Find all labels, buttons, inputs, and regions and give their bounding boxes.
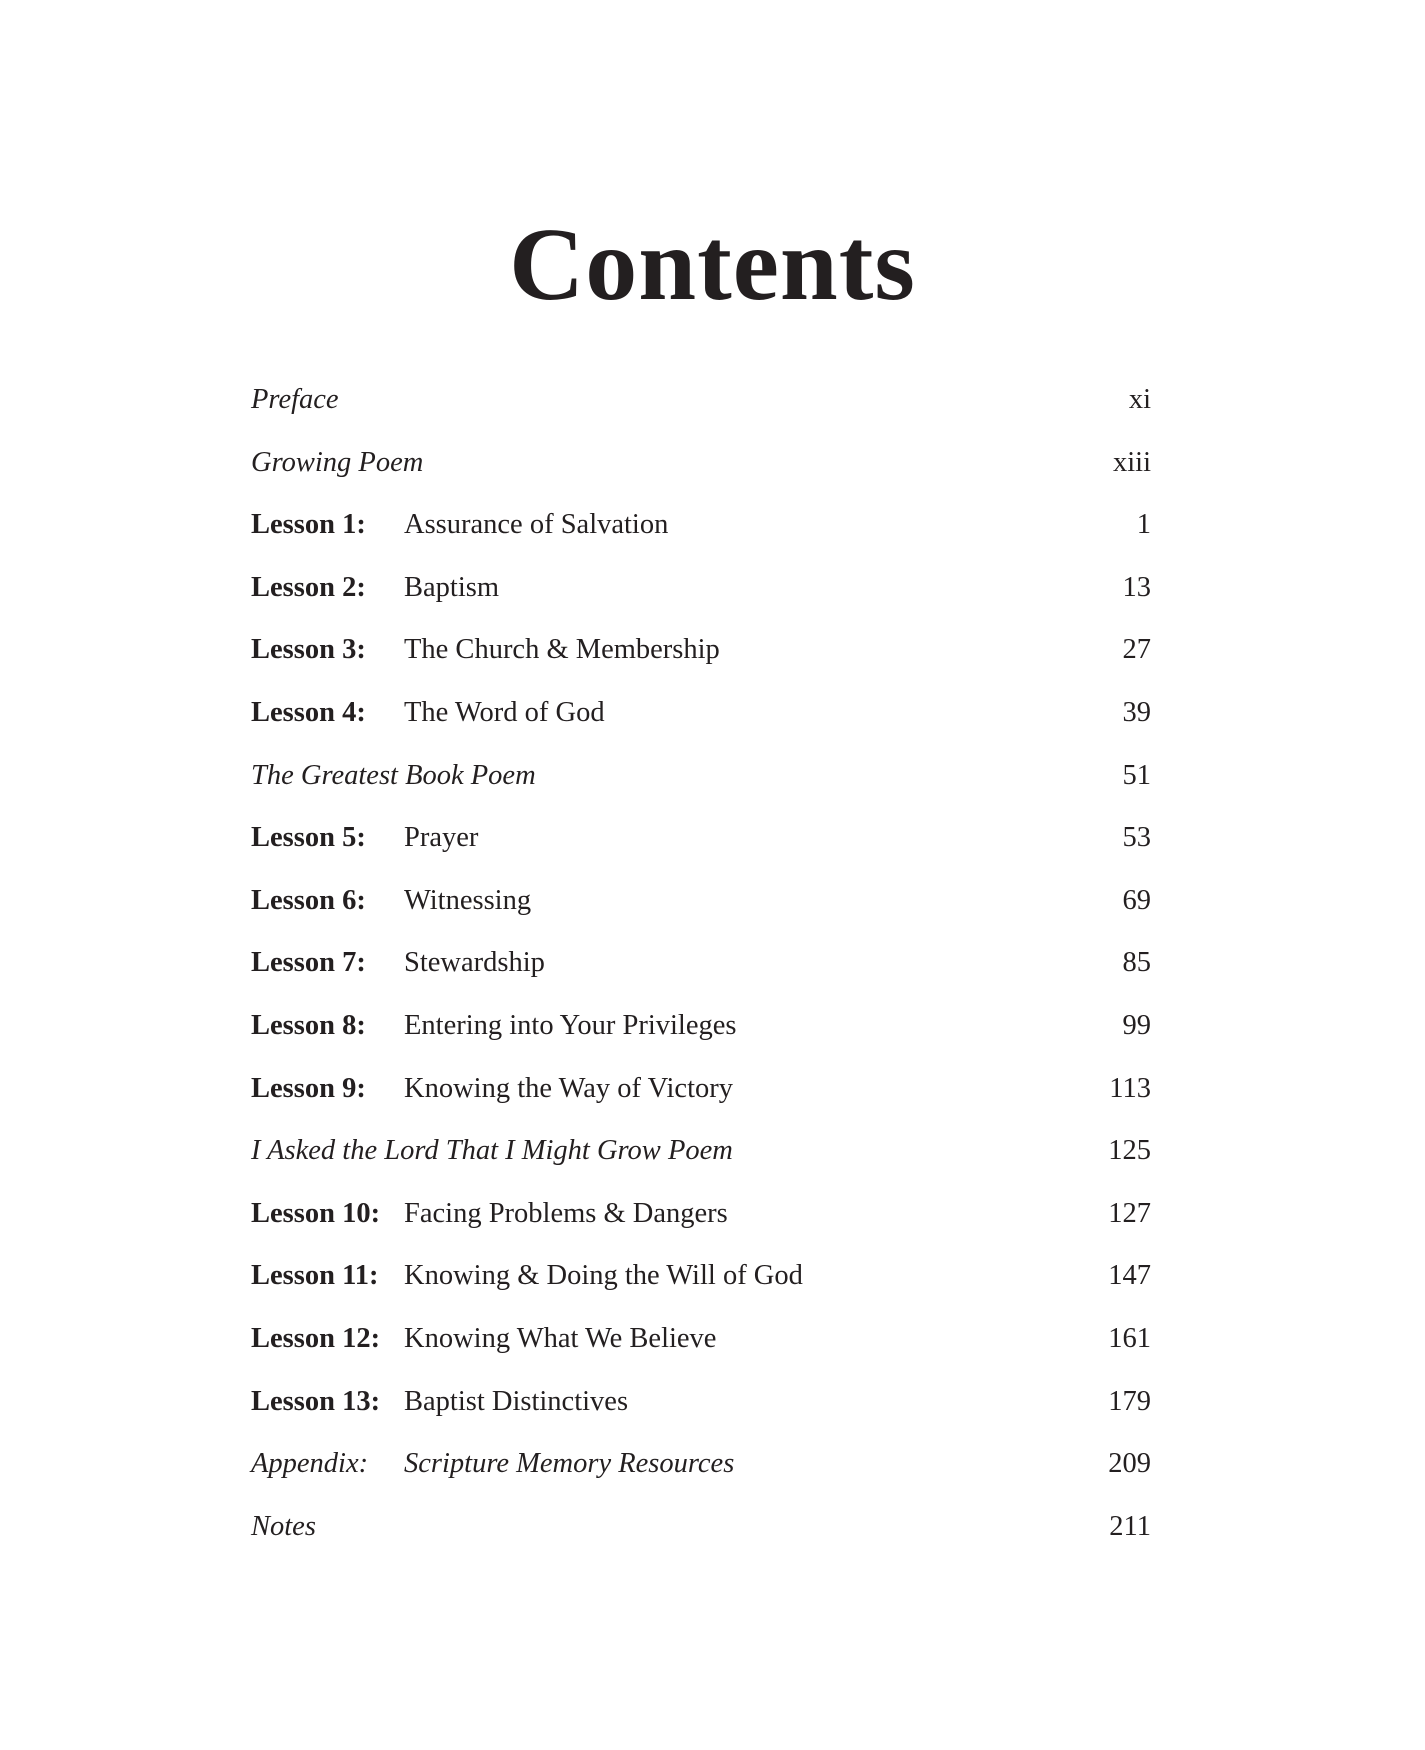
toc-entry-title: Prayer [404, 822, 479, 854]
toc-entry-appendix [251, 1444, 1151, 1507]
toc-entry-label: Lesson 10: [251, 1197, 381, 1229]
toc-entry-notes [251, 1507, 1151, 1570]
toc-entry-title: Witnessing [404, 884, 532, 916]
toc-entry-lesson-13 [251, 1382, 1151, 1445]
toc-entry-label: Lesson 12: [251, 1322, 381, 1354]
toc-entry-lesson-5 [251, 818, 1151, 881]
toc-entry-page: 147 [1108, 1260, 1151, 1292]
toc-entry-page: 125 [1108, 1135, 1151, 1167]
toc-entry-page: xi [1128, 384, 1151, 415]
toc-entry-label: Lesson 7: [251, 947, 366, 979]
toc-entry-page: 209 [1108, 1448, 1151, 1480]
toc-entry-page: 113 [1109, 1072, 1151, 1104]
toc-entry-greatest-book-poem [251, 756, 1151, 819]
toc-entry-page: 13 [1122, 571, 1151, 603]
toc-entry-title: Preface [251, 384, 339, 415]
toc-entry-label: Lesson 1: [251, 509, 366, 541]
toc-entry-page: 127 [1108, 1197, 1151, 1229]
toc-entry-title: Growing Poem [251, 446, 424, 478]
toc-entry-title: The Word of God [404, 696, 605, 728]
toc-entry-page: 39 [1122, 696, 1151, 728]
table-of-contents [251, 380, 1151, 1569]
toc-entry-title: The Church & Membership [404, 634, 720, 666]
toc-entry-label: Lesson 13: [251, 1385, 381, 1417]
toc-entry-label: Lesson 3: [251, 634, 366, 666]
toc-entry-page: xiii [1112, 446, 1151, 478]
toc-entry-lesson-3 [251, 630, 1151, 693]
toc-entry-title: I Asked the Lord That I Might Grow Poem [251, 1135, 733, 1167]
toc-entry-label: Lesson 6: [251, 884, 366, 916]
toc-entry-lesson-10 [251, 1194, 1151, 1257]
toc-entry-label: Lesson 8: [251, 1009, 366, 1041]
toc-entry-label: Lesson 9: [251, 1072, 366, 1104]
toc-entry-title: Stewardship [404, 947, 545, 979]
toc-entry-page: 161 [1108, 1322, 1151, 1354]
toc-entry-lesson-11 [251, 1256, 1151, 1319]
toc-entry-lesson-9 [251, 1069, 1151, 1132]
toc-entry-title: The Greatest Book Poem [251, 759, 536, 791]
toc-entry-title: Baptism [404, 571, 500, 603]
toc-entry-page: 53 [1122, 822, 1151, 854]
toc-entry-lesson-4 [251, 693, 1151, 756]
toc-entry-page: 211 [1109, 1510, 1151, 1542]
toc-entry-title: Knowing & Doing the Will of God [404, 1260, 803, 1292]
page-title: Contents [509, 207, 916, 322]
toc-entry-title: Assurance of Salvation [404, 509, 669, 541]
toc-entry-label: Lesson 2: [251, 571, 366, 603]
toc-entry-page: 27 [1122, 634, 1151, 666]
toc-entry-label: Lesson 11: [251, 1260, 379, 1292]
toc-entry-lesson-2 [251, 568, 1151, 631]
toc-entry-growing-poem [251, 443, 1151, 506]
toc-entry-title: Baptist Distinctives [404, 1385, 629, 1417]
toc-entry-title: Scripture Memory Resources [404, 1448, 735, 1480]
toc-entry-page: 69 [1122, 884, 1151, 916]
toc-entry-title: Entering into Your Privileges [404, 1009, 737, 1041]
toc-entry-title: Knowing What We Believe [404, 1322, 717, 1354]
toc-entry-lesson-7 [251, 943, 1151, 1006]
toc-entry-lesson-1 [251, 505, 1151, 568]
toc-entry-grow-poem [251, 1131, 1151, 1194]
toc-entry-page: 99 [1122, 1009, 1151, 1041]
toc-entry-preface [251, 380, 1151, 443]
toc-entry-lesson-8 [251, 1006, 1151, 1069]
toc-entry-page: 85 [1122, 947, 1151, 979]
toc-entry-label: Appendix: [251, 1448, 369, 1480]
toc-entry-title: Notes [251, 1510, 316, 1542]
toc-entry-lesson-12 [251, 1319, 1151, 1382]
toc-entry-page: 1 [1136, 509, 1151, 541]
toc-entry-title: Knowing the Way of Victory [404, 1072, 733, 1104]
toc-entry-title: Facing Problems & Dangers [404, 1197, 728, 1229]
toc-entry-label: Lesson 5: [251, 822, 366, 854]
toc-entry-page: 179 [1108, 1385, 1151, 1417]
toc-entry-label: Lesson 4: [251, 696, 366, 728]
toc-entry-page: 51 [1122, 759, 1151, 791]
toc-entry-lesson-6 [251, 881, 1151, 944]
